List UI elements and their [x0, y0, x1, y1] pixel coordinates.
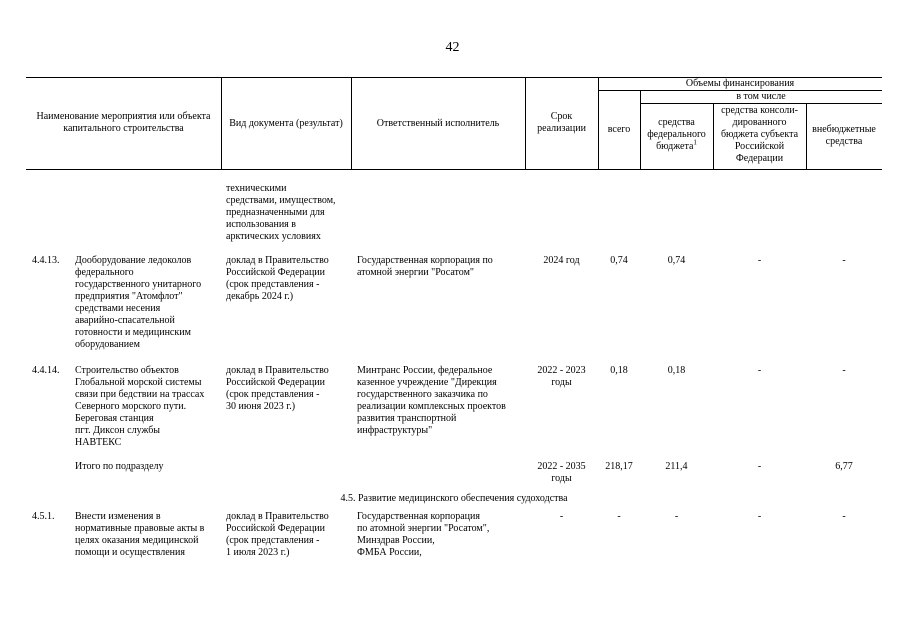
- row-term: -: [559, 511, 564, 522]
- row-number: 4.4.13.: [32, 255, 60, 266]
- row-extrabudget: -: [842, 511, 846, 522]
- row-extrabudget: -: [842, 365, 846, 376]
- row-number: 4.5.1.: [32, 511, 55, 522]
- header-extrabudget: внебюджетные средства: [812, 124, 876, 147]
- row-doc: доклад в Правительство Российской Федерации (срок представления - 1 июля 2023 г.): [226, 511, 329, 558]
- header-doc: Вид документа (результат): [229, 118, 343, 129]
- row-name: Итого по подразделу: [75, 461, 164, 472]
- header-funding-group: Объемы финансирования: [685, 78, 795, 89]
- row-federal: 211,4: [665, 461, 688, 472]
- row-extrabudget: -: [842, 255, 846, 266]
- row-term: 2024 год: [543, 255, 580, 266]
- row-total: 0,18: [610, 365, 628, 376]
- header-term: Срок реализации: [537, 111, 586, 134]
- row-name: Строительство объектов Глобальной морской системы связи при бедствии на трассах Северного морского пути. Береговая станция пгт. Диксон службы НАВТЕКС: [75, 365, 205, 448]
- row-term: 2022 - 2035 годы: [537, 461, 586, 484]
- row-name: Дооборудование ледоколов федерального государственного унитарного предприятия "Атомфлот" средствами несения аварийно-спасательной готовности и медицинским оборудованием: [75, 255, 202, 350]
- section-title: 4.5. Развитие медицинского обеспечения судоходства: [340, 493, 568, 504]
- header-executor: Ответственный исполнитель: [376, 118, 500, 129]
- row-executor: Государственная корпорация по атомной энергии "Росатом", Минздрав России, ФМБА России,: [357, 511, 490, 558]
- header-federal: средства федерального бюджета$^1$: [647, 117, 706, 152]
- header-total: всего: [607, 124, 631, 135]
- row-regional: -: [757, 461, 762, 472]
- row-term: 2022 - 2023 годы: [537, 365, 586, 388]
- row-regional: -: [757, 365, 762, 376]
- row-total: 0,74: [610, 255, 628, 266]
- header-incl: в том числе: [736, 91, 786, 102]
- row-executor: Минтранс России, федеральное казенное учреждение "Дирекция государственного заказчика по реализации комплексных проектов развития транспортной инфраструктуры": [357, 365, 506, 436]
- row-number: 4.4.14.: [32, 365, 60, 376]
- header-regional: средства консоли- дированного бюджета субъекта Российской Федерации: [720, 105, 799, 164]
- row-total: -: [617, 511, 621, 522]
- row-total: 218,17: [605, 461, 633, 472]
- row-extrabudget: 6,77: [835, 461, 853, 472]
- header-name: Наименование мероприятия или объекта капитального строительства: [36, 111, 211, 134]
- row-federal: 0,18: [667, 365, 686, 376]
- header-divider: [598, 77, 599, 169]
- row-doc: техническими средствами, имуществом, предназначенными для использования в арктических условиях: [226, 183, 336, 242]
- row-federal: -: [674, 511, 679, 522]
- row-name: Внести изменения в нормативные правовые акты в целях оказания медицинской помощи и осуществления: [75, 511, 205, 558]
- header-bottom-rule: [26, 169, 882, 170]
- row-doc: доклад в Правительство Российской Федерации (срок представления - 30 июня 2023 г.): [226, 365, 329, 412]
- incl-rule: [640, 103, 882, 104]
- row-regional: -: [757, 255, 762, 266]
- row-executor: Государственная корпорация по атомной энергии "Росатом": [357, 255, 493, 278]
- row-doc: доклад в Правительство Российской Федерации (срок представления - декабрь 2024 г.): [226, 255, 329, 302]
- row-regional: -: [757, 511, 762, 522]
- row-federal: 0,74: [667, 255, 686, 266]
- page-number: 42: [445, 40, 460, 55]
